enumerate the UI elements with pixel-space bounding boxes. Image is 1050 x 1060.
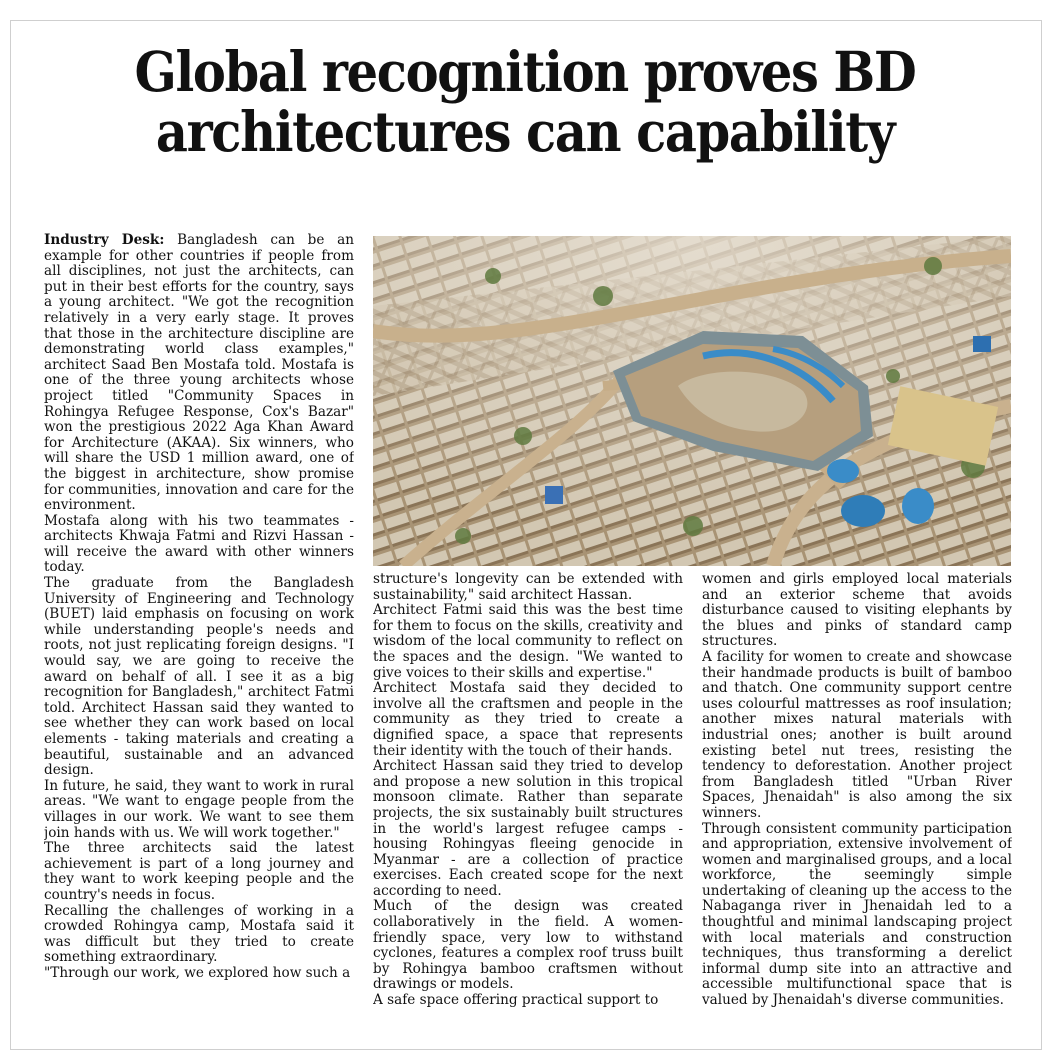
body-paragraph: The three architects said the latest achievement is part of a long journey and they want to work keeping people and the country's needs in focus. xyxy=(44,840,354,903)
headline xyxy=(71,39,980,164)
article-photo xyxy=(373,236,1011,566)
headline-line-2: architectures can capability xyxy=(155,99,895,164)
body-paragraph: The graduate from the Bangladesh University of Engineering and Technology (BUET) laid emphasis on focusing on work while understanding people's needs and roots, not just replicating foreign designs. "I would say, we are going to receive the award on behalf of all. I see it as a big recognition for Bangladesh," architect Fatmi told. Architect Hassan said they wanted to see whether they can work based on local elements - taking materials and creating a beautiful, sustainable and an advanced design. xyxy=(44,575,354,779)
article-column-2 xyxy=(373,572,683,1032)
body-paragraph: In future, he said, they want to work in rural areas. "We want to engage people from the villages in our work. We want to see them join hands with us. We will work together." xyxy=(44,777,354,841)
body-paragraph: Through consistent community participation and appropriation, extensive involvement of women and marginalised groups, and a local workforce, the seemingly simple undertaking of cleaning up the access to the Nabaganga river in Jhenaidah led to a thoughtful and minimal landscaping project with local materials and construction techniques, thus transforming a derelict informal dump site into an attractive and accessible multifunctional space that is valued by Jhenaidah's diverse communities. xyxy=(702,820,1012,1009)
body-paragraph: Architect Mostafa said they decided to involve all the craftsmen and people in the community as they tried to create a dignified space, a space that represents their identity with the touch of their hands. xyxy=(373,680,683,759)
camp-aerial-image xyxy=(373,236,1011,566)
lead-text: Bangladesh can be an example for other countries if people from all disciplines, not just the architects, can put in their best efforts for the country, says a young architect. "We got the recognition relatively in a very early stage. It proves that those in the architecture discipline are demonstrating world class examples," architect Saad Ben Mostafa told. Mostafa is one of the three young architects whose project titled "Community Spaces in Rohingya Refugee Response, Cox's Bazar" won the prestigious 2022 Aga Khan Award for Architecture (AKAA). Six winners, who will share the USD 1 million award, one of the biggest in architecture, show promise for communities, innovation and care for the environment. xyxy=(44,233,354,514)
body-paragraph: Architect Fatmi said this was the best time for them to focus on the skills, creativity and wisdom of the local community to reflect on the spaces and the design. "We wanted to give voices to their skills and expertise." xyxy=(373,602,683,681)
body-paragraph: women and girls employed local materials and an exterior scheme that avoids disturbance caused to visiting elephants by the blues and pinks of standard camp structures. xyxy=(702,572,1012,650)
body-paragraph: Architect Hassan said they tried to develop and propose a new solution in this tropical monsoon climate. Rather than separate projects, the six sustainably built structures in the world's largest refugee camps - housing Rohingyas fleeing genocide in Myanmar - are a collection of practice exercises. Each created scope for the next according to need. xyxy=(373,758,683,899)
article-column-3 xyxy=(702,572,1012,1042)
lead-paragraph xyxy=(44,233,354,514)
kicker: Industry Desk: xyxy=(44,233,165,248)
body-paragraph: structure's longevity can be extended with sustainability," said architect Hassan. xyxy=(373,572,683,603)
article-column-1 xyxy=(44,233,354,1038)
body-paragraph: Recalling the challenges of working in a crowded Rohingya camp, Mostafa said it was difficult but they tried to create something extraordinary. xyxy=(44,902,354,966)
body-paragraph: A facility for women to create and showcase their handmade products is built of bamboo and thatch. One community support centre uses colourful mattresses as roof insulation; another mixes natural materials with industrial ones; another is built around existing betel nut trees, resisting the tendency to deforestation. Another project from Bangladesh titled "Urban River Spaces, Jhenaidah" is also among the six winners. xyxy=(702,648,1012,821)
body-paragraph: "Through our work, we explored how such a xyxy=(44,964,351,981)
body-paragraph: Much of the design was created collaboratively in the field. A women-friendly space, very low to withstand cyclones, features a complex roof truss built by Rohingya bamboo craftsmen without drawings or models. xyxy=(373,898,683,993)
body-paragraph: A safe space offering practical support to xyxy=(373,992,659,1009)
body-paragraph: Mostafa along with his two teammates - architects Khwaja Fatmi and Rizvi Hassan - will receive the award with other winners today. xyxy=(44,512,354,576)
headline-line-1: Global recognition proves BD xyxy=(134,39,916,104)
